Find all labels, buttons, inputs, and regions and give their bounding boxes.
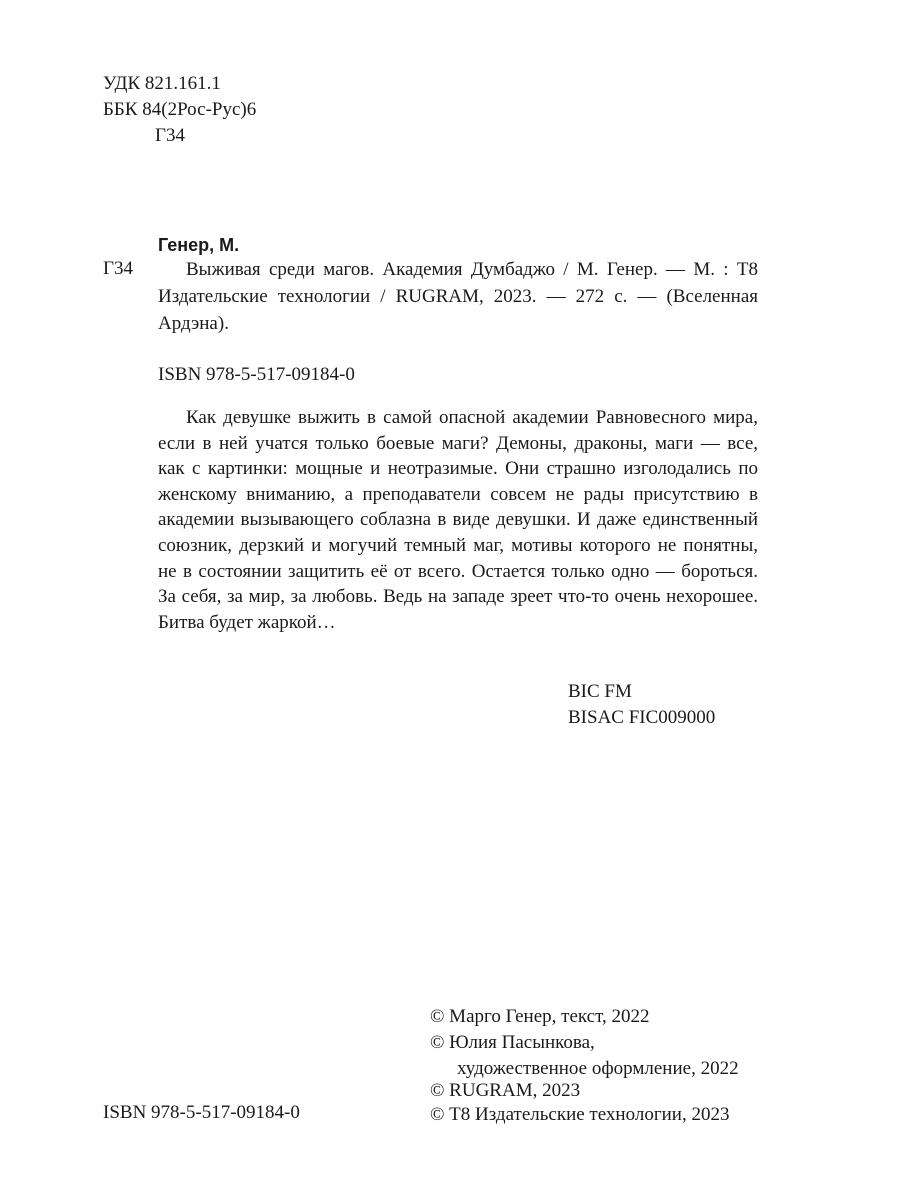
copyright-author: © Марго Генер, текст, 2022 bbox=[430, 1006, 650, 1027]
bbk-code: ББК 84(2Рос-Рус)6 bbox=[103, 99, 257, 120]
author-mark: Г34 bbox=[155, 125, 185, 146]
copyright-illustrator: © Юлия Пасынкова, bbox=[430, 1032, 595, 1053]
isbn-entry: ISBN 978-5-517-09184-0 bbox=[158, 364, 355, 385]
bisac-code: BISAC FIC009000 bbox=[568, 707, 716, 728]
udk-code: УДК 821.161.1 bbox=[103, 73, 221, 94]
isbn-footer: ISBN 978-5-517-09184-0 bbox=[103, 1102, 300, 1123]
copyright-publisher: © Т8 Издательские технологии, 2023 bbox=[430, 1104, 730, 1125]
copyright-illustrator-role: художественное оформление, 2022 bbox=[457, 1058, 739, 1079]
author-mark-entry: Г34 bbox=[103, 258, 133, 279]
annotation bbox=[158, 405, 758, 635]
annotation-text: Как девушке выжить в самой опасной академии Равновесного мира, если в ней учатся только боевые маги? Демоны, драконы, маги — все, как с картинки: мощные и неотразимые. Они страшно изголодались по женскому вниманию, а преподаватели совсем не рады присутствию в академии вызывающего соблазна в виде девушки. И даже единственный союзник, дерзкий и могучий темный маг, мотивы которого не понятны, не в состоянии защитить её от всего. Остается только одно — бороться. За себя, за мир, за любовь. Ведь на западе зреет что-то очень нехорошее. Битва будет жаркой… bbox=[158, 407, 758, 633]
bic-code: BIC FM bbox=[568, 681, 632, 702]
description-text: Выживая среди магов. Академия Думбаджо / М. Генер. — М. : Т8 Издательские технологии / RUGRAM, 2023. — 272 с. — (Вселенная Ардэна). bbox=[158, 259, 758, 334]
author-name: Генер, М. bbox=[158, 235, 240, 255]
bibliographic-description bbox=[158, 256, 758, 337]
copyright-rugram: © RUGRAM, 2023 bbox=[430, 1080, 581, 1101]
